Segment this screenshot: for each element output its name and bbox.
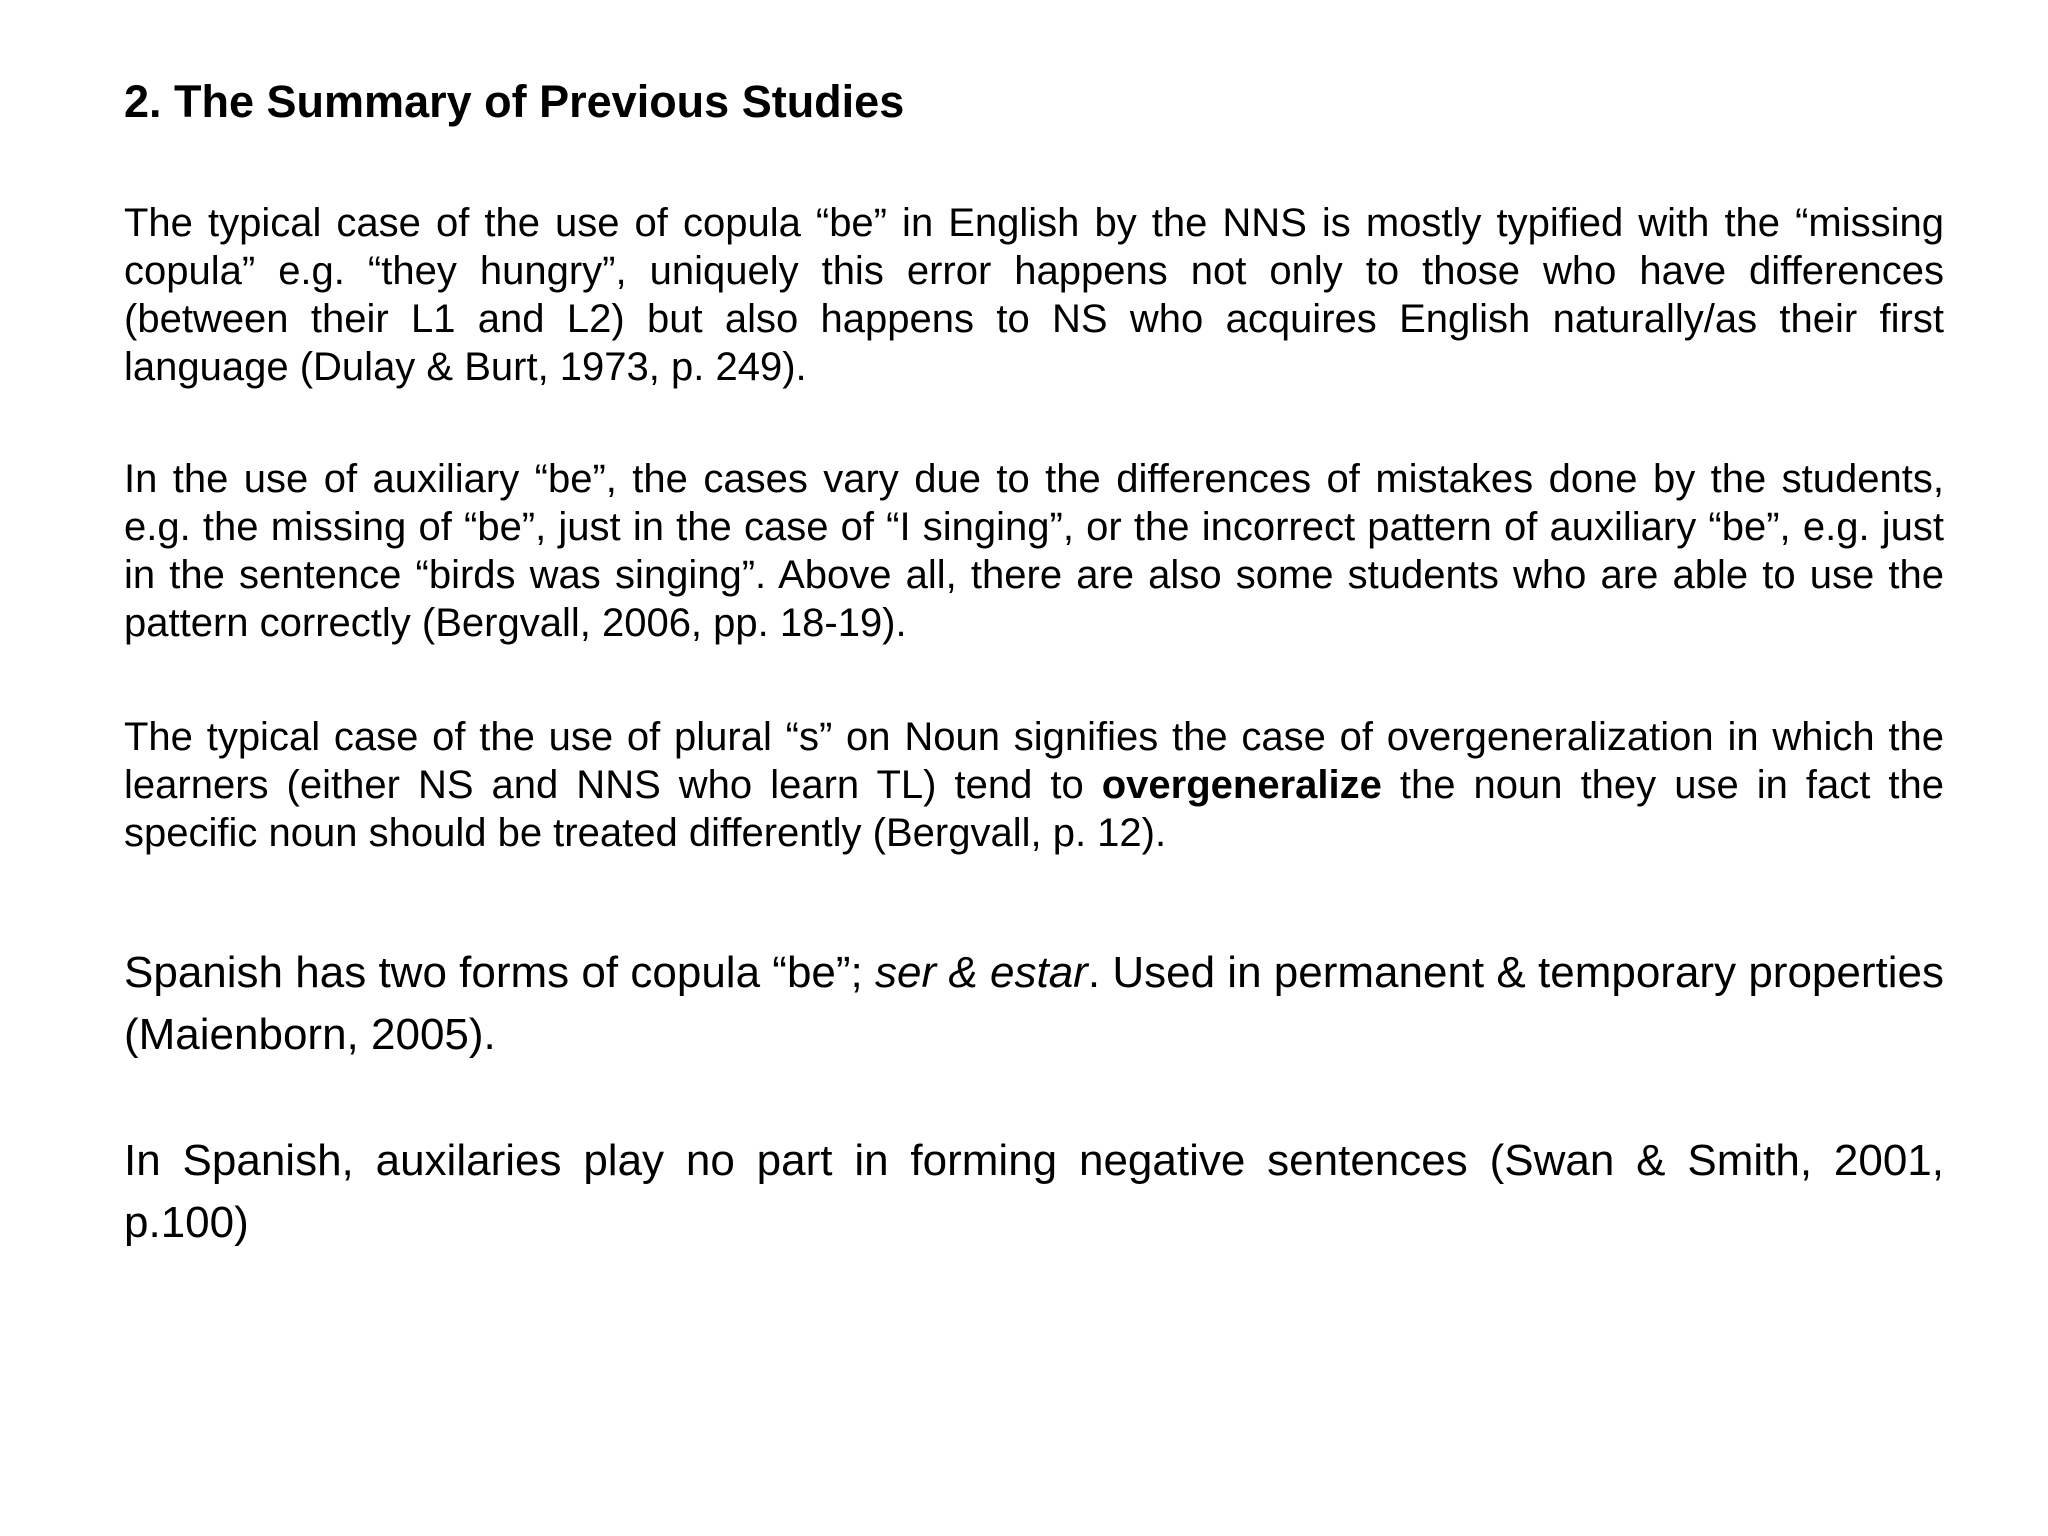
plural-text-before: The typical case of the use of plural “s” on Noun signifies the case of overgeneralization in which the learners (either NS and NNS who learn TL) tend to [124,715,1944,807]
paragraph-plural-s [124,713,1944,857]
spanish-text-after: . Used in permanent & temporary properties (Maienborn, 2005). [124,948,1944,1059]
slide-title: 2. The Summary of Previous Studies [124,76,905,127]
paragraph-spanish-auxiliaries: In Spanish, auxilaries play no part in forming negative sentences (Swan & Smith, 2001, p.100) [124,1136,1944,1247]
bold-term-overgeneralize: overgeneralize [1101,763,1382,807]
paragraph-spanish-copula [124,942,1944,1066]
plural-text-after: the noun they use in fact the specific noun should be treated differently (Bergvall, p. 12). [124,763,1944,855]
spanish-text-before: Spanish has two forms of copula “be”; [124,948,876,997]
paragraph-auxiliary-be: In the use of auxiliary “be”, the cases vary due to the differences of mistakes done by the students, e.g. the missing of “be”, just in the case of “I singing”, or the incorrect pattern of auxiliary “be”, e.g. just in the sentence “birds was singing”. Above all, there are also some students who are able to use the pattern correctly (Bergvall, 2006, pp. 18-19). [124,457,1944,645]
paragraph-copula-be: The typical case of the use of copula “be” in English by the NNS is mostly typified with the “missing copula” e.g. “they hungry”, uniquely this error happens not only to those who have differences (between their L1 and L2) but also happens to NS who acquires English naturally/as their first language (Dulay & Burt, 1973, p. 249). [124,201,1944,389]
italic-term-ser-estar: ser & estar [875,948,1088,997]
